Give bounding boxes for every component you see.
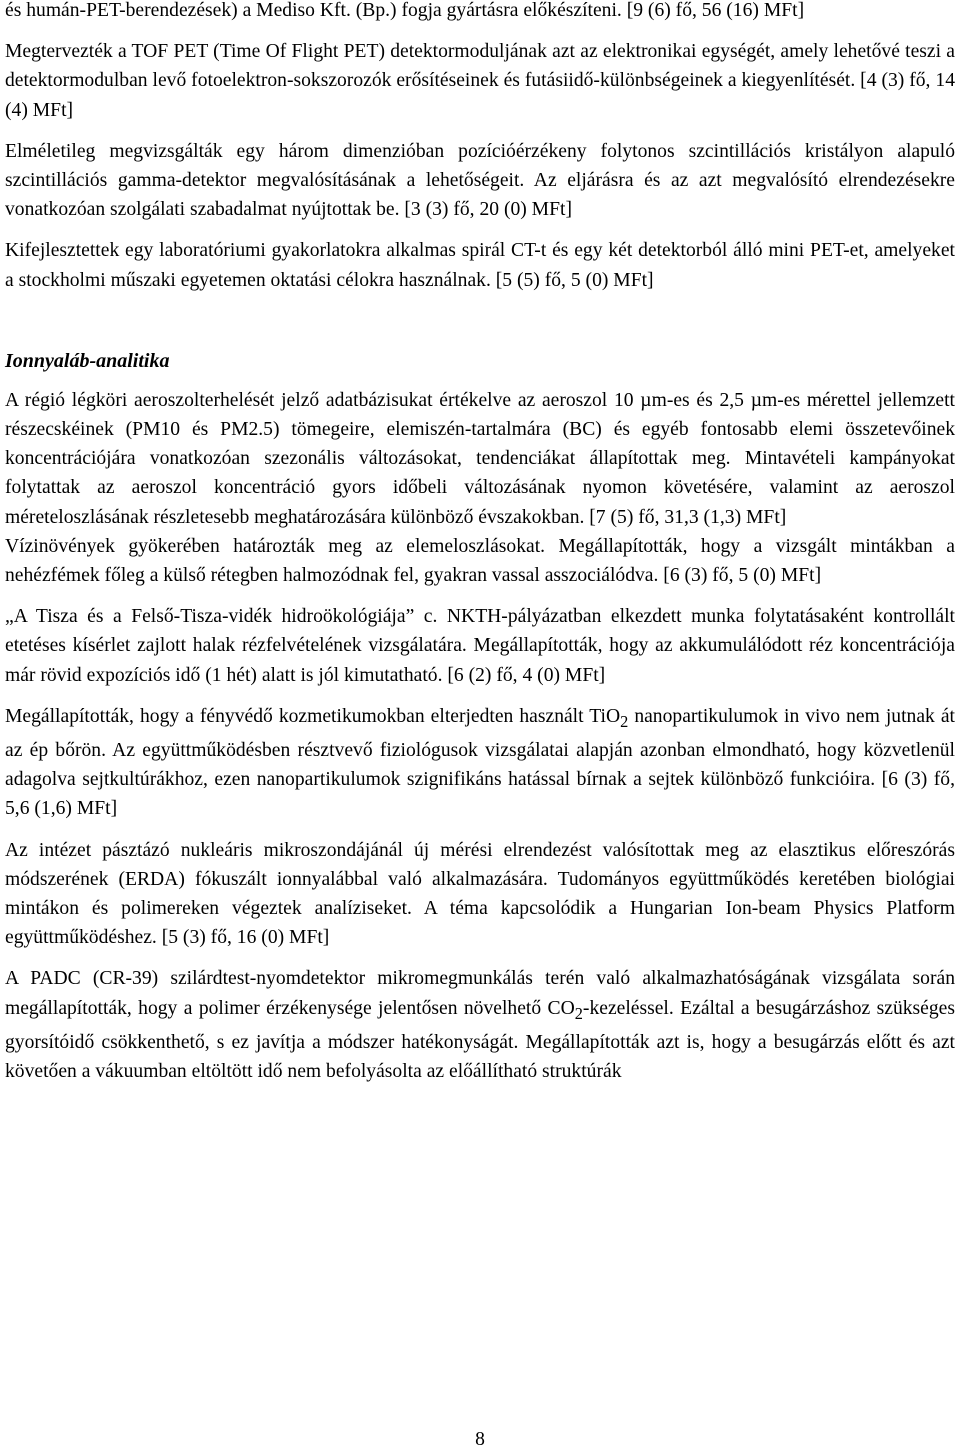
paragraph: Az intézet pásztázó nukleáris mikroszondájánál új mérési elrendezést valósítottak meg az elasztikus előreszórás módszerének (ERDA) fókuszált ionnyalábbal való alkalmazására. Tudományos együttműködés keretében biológiai mintákon és polimereken végeztek analíziseket. A téma kapcsolódik a Hungarian Ion-beam Physics Platform együttműködéshez. [5 (3) fő, 16 (0) MFt] (5, 839, 955, 949)
subscript: 2 (620, 711, 629, 731)
paragraph: „A Tisza és a Felső-Tisza-vidék hidroökológiája” c. NKTH-pályázatban elkezdett munka folytatásaként kontrollált etetéses kísérlet zajlott halak rézfelvételének vizsgálatára. Megállapították, hogy az akkumulálódott réz koncentrációja már rövid expozíciós idő (1 hét) alatt is jól kimutatható. [6 (2) fő, 4 (0) MFt] (5, 606, 955, 686)
section-heading: Ionnyaláb-analitika (5, 349, 170, 372)
paragraph: A PADC (CR-39) szilárdtest-nyomdetektor mikromegmunkálás terén való alkalmazhatóságának vizsgálata során megállapították, hogy a polimer érzékenysége jelentősen növelhető $CO_2$-kezeléssel. Ezáltal a besugárzáshoz szükséges gyorsítóidő csökkenthető, s ez javítja a módszer hatékonyságát. Megállapították azt is, hogy a besugárzás előtt és azt követően a vákuumban eltöltött idő nem befolyásolta az előállítható struktúrák (5, 968, 955, 1082)
paragraph: Megállapították, hogy a fényvédő kozmetikumokban elterjedten használt TiO$_2$ nanopartikulumok in vivo nem jutnak át az ép bőrön. Az együttműködésben résztvevő fiziológusok vizsgálatai alapján azonban elmondható, hogy közvetlenül adagolva sejtkultúrákhoz, ezen nanopartikulumok szignifikáns hatással bírnak a sejtek különböző funkcióira. [6 (3) fő, 5,6 (1,6) MFt] (5, 705, 956, 820)
document-page (5, 0, 955, 1086)
paragraph: Elméletileg megvizsgálták egy három dimenzióban pozícióérzékeny folytonos szcintillációs kristályon alapuló szcintillációs gamma-detektor megvalósításának a lehetőségeit. Az eljárásra és az azt megvalósító elrendezésekre vonatkozóan szolgálati szabadalmat nyújtottak be. [3 (3) fő, 20 (0) MFt] (5, 140, 955, 221)
paragraph: Megtervezték a TOF PET (Time Of Flight PET) detektormoduljának azt az elektronikai egységét, amely lehetővé teszi a detektormodulban levő fotoelektron-sokszorozók erősítéseinek és futásiidő-különbségeinek a kiegyenlítését. [4 (3) fő, 14 (4) MFt] (5, 41, 955, 121)
paragraph: A régió légköri aeroszolterhelését jelző adatbázisukat értékelve az aeroszol 10 µm-es és 2,5 µm-es mérettel jellemzett részecskéinek (PM10 és PM2.5) tömegeire, elemiszén-tartalmára (BC) és egyéb fontosabb elemi összetevőinek koncentrációjára vonatkozóan szezonális változásokat, tendenciákat állapítottak meg. Mintavételi kampányokat folytattak az aeroszol koncentráció gyors időbeli változásának nyomon követésére, valamint az aeroszol méreteloszlásának részletesebb meghatározására különböző évszakokban. [7 (5) fő, 31,3 (1,3) MFt] (5, 389, 955, 528)
paragraph: és humán-PET-berendezések) a Mediso Kft. (Bp.) fogja gyártásra előkészíteni. [9 (6) fő, 56 (16) MFt] (5, 0, 805, 21)
paragraph: Vízinövények gyökerében határozták meg az elemeloszlásokat. Megállapították, hogy a vizsgált mintákban a nehézfémek főleg a külső rétegben halmozódnak fel, gyakran vassal asszociálódva. [6 (3) fő, 5 (0) MFt] (5, 535, 955, 587)
paragraph: Kifejlesztettek egy laboratóriumi gyakorlatokra alkalmas spirál CT-t és egy két detektorból álló mini PET-et, amelyeket a stockholmi műszaki egyetemen oktatási célokra használnak. [5 (5) fő, 5 (0) MFt] (5, 240, 955, 291)
subscript: 2 (574, 1003, 583, 1023)
page-number: 8 (475, 1429, 485, 1450)
